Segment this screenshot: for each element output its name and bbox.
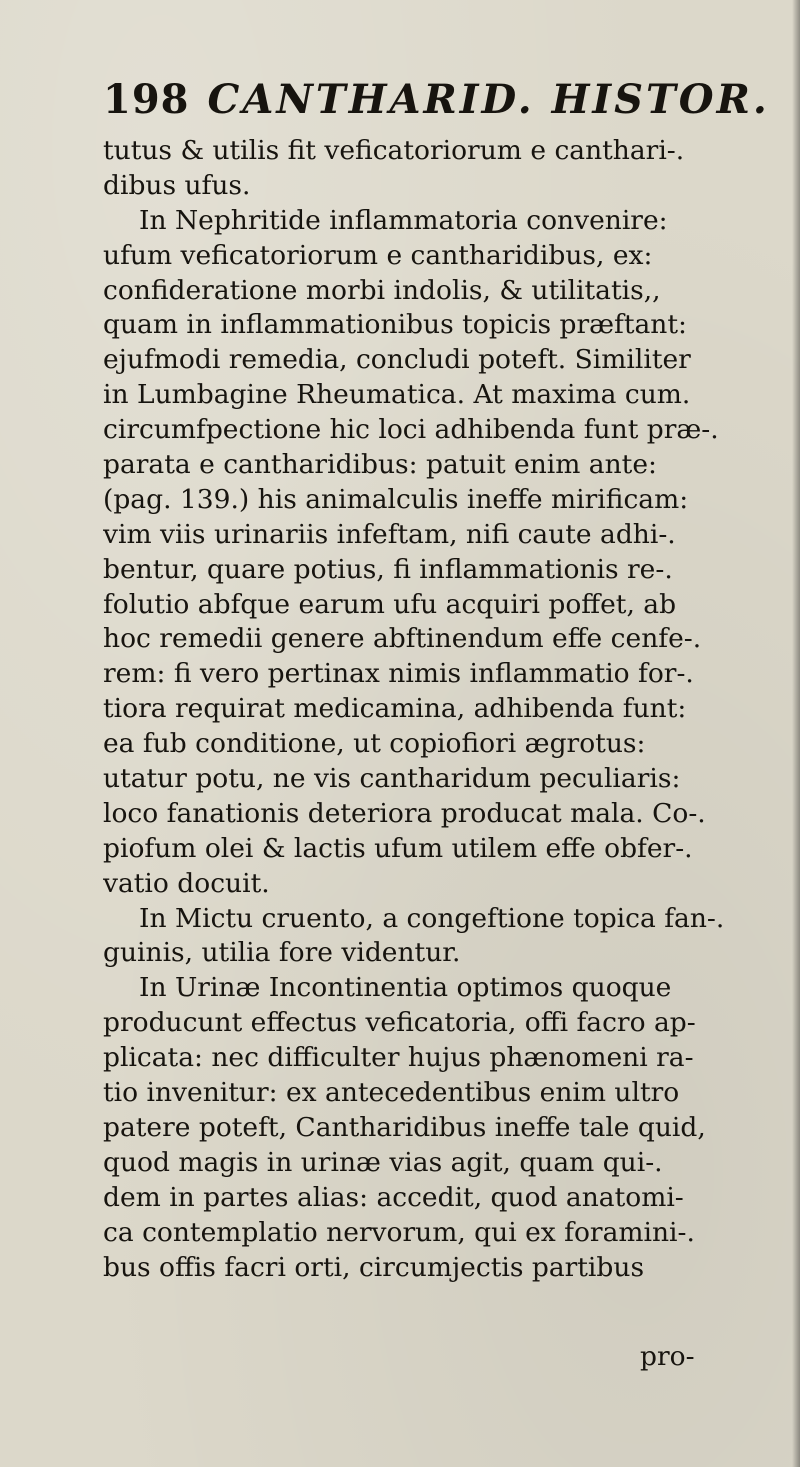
text-line: producunt effectus veficatoria, offi facro ap- — [103, 1007, 696, 1039]
text-line: loco fanationis deteriora producat mala. Co-. — [103, 797, 706, 829]
text-line: utatur potu, ne vis cantharidum peculiaris: — [103, 763, 681, 795]
text-line: folutio abfque earum ufu acquiri poffet, ab — [103, 588, 677, 620]
text-line: ufum veficatoriorum e cantharidibus, ex: — [103, 239, 653, 271]
text-line: parata e cantharidibus: patuit enim ante: — [103, 449, 657, 481]
page-number: 198 — [103, 76, 190, 123]
text-line: patere poteft, Cantharidibus ineffe tale quid, — [103, 1111, 706, 1143]
text-line: rem: fi vero pertinax nimis inflammatio for-. — [103, 658, 694, 690]
page-edge-shadow — [792, 0, 800, 1467]
text-line: ca contemplatio nervorum, qui ex foramini-. — [103, 1216, 695, 1248]
text-line: vim viis urinariis infeftam, nifi caute adhi-. — [103, 518, 676, 550]
text-line: In Urinæ Incontinentia optimos quoque — [139, 972, 672, 1004]
text-line: plicata: nec difficulter hujus phænomeni ra- — [103, 1042, 694, 1074]
text-line: quod magis in urinæ vias agit, quam qui-. — [103, 1146, 663, 1178]
running-title: CANTHARID. HISTOR. — [207, 76, 770, 123]
page-header — [103, 76, 783, 132]
text-line: tio invenitur: ex antecedentibus enim ultro — [103, 1077, 680, 1109]
text-line: tiora requirat medicamina, adhibenda funt: — [103, 693, 687, 725]
text-line: (pag. 139.) his animalculis ineffe mirificam: — [103, 483, 689, 515]
text-line: circumfpectione hic loci adhibenda funt præ-. — [103, 414, 719, 446]
catchword: pro- — [640, 1341, 695, 1372]
text-line: bus offis facri orti, circumjectis partibus — [103, 1251, 645, 1283]
text-line: In Nephritide inflammatoria convenire: — [139, 204, 668, 236]
text-line: confideratione morbi indolis, & utilitatis,, — [103, 274, 661, 306]
text-line: in Lumbagine Rheumatica. At maxima cum. — [103, 379, 691, 411]
text-line: ea fub conditione, ut copiofiori ægrotus: — [103, 728, 646, 760]
text-line: bentur, quare potius, fi inflammationis re-. — [103, 553, 673, 585]
text-line: hoc remedii genere abftinendum effe cenfe-. — [103, 623, 702, 655]
text-line: vatio docuit. — [103, 867, 270, 899]
text-line: dibus ufus. — [103, 169, 251, 201]
text-line: In Mictu cruento, a congeftione topica fan-. — [139, 902, 725, 934]
text-line: tutus & utilis fit veficatoriorum e canthari-. — [103, 135, 685, 166]
body-text — [103, 134, 783, 1285]
text-line: guinis, utilia fore videntur. — [103, 937, 461, 969]
text-line: ejufmodi remedia, concludi poteft. Similiter — [103, 344, 691, 376]
text-line: piofum olei & lactis ufum utilem effe obfer-. — [103, 832, 693, 864]
text-line: dem in partes alias: accedit, quod anatomi- — [103, 1181, 684, 1213]
text-line: quam in inflammationibus topicis præftant: — [103, 309, 687, 341]
